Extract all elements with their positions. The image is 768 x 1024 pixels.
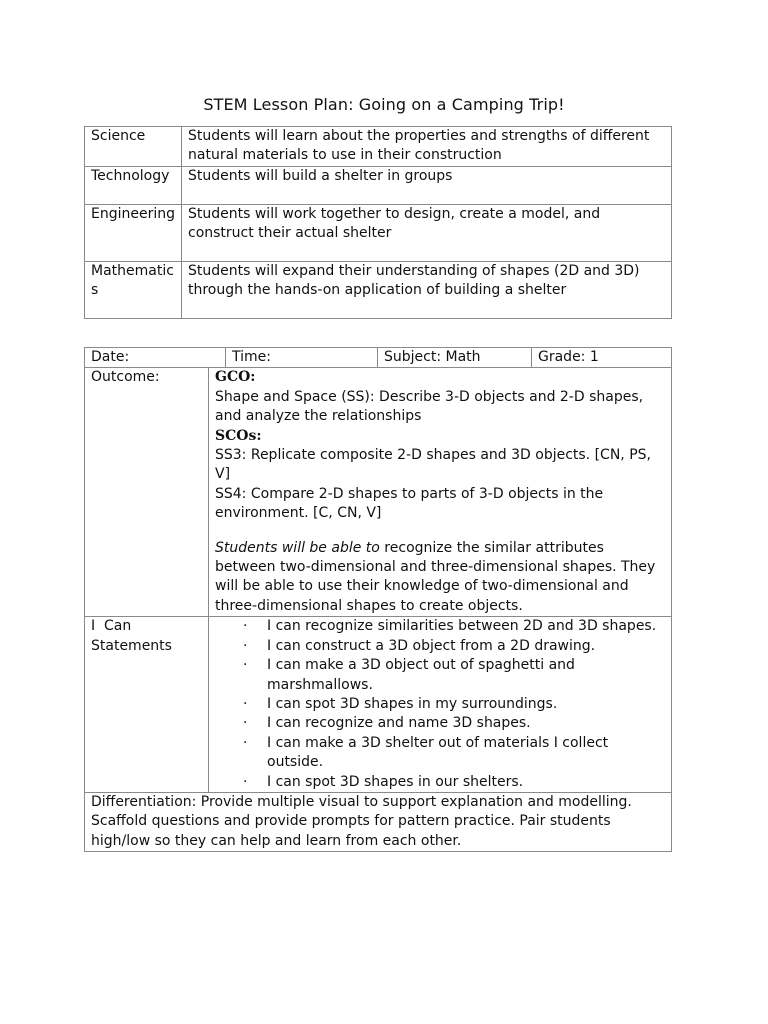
stem-label: Mathematics	[85, 261, 182, 318]
stem-label: Science	[85, 127, 182, 167]
ican-content	[209, 617, 672, 793]
ican-label-line: I Can	[91, 618, 132, 635]
stem-text: Students will build a shelter in groups	[182, 166, 672, 204]
students-italic: Students will be able to	[215, 539, 380, 556]
lesson-plan-table	[84, 347, 672, 852]
stem-label: Technology	[85, 166, 182, 204]
students-rest: recognize the similar attributes between two-dimensional and three-dimensional shapes. They will be able to use their knowledge of two-dimensional and three-dimensional shapes to create objects.	[215, 539, 656, 614]
page-title: STEM Lesson Plan: Going on a Camping Trip!	[203, 95, 565, 114]
list-item: · I can recognize and name 3D shapes.	[237, 714, 665, 733]
outcome-row	[85, 368, 672, 617]
students-statement	[215, 539, 665, 617]
sco-item: SS4: Compare 2-D shapes to parts of 3-D objects in the environment. [C, CN, V]	[215, 485, 604, 522]
outcome-label: Outcome:	[85, 368, 209, 617]
ican-list	[215, 617, 665, 792]
list-item: · I can spot 3D shapes in my surroundings.	[237, 695, 665, 714]
list-item: · I can spot 3D shapes in our shelters.	[237, 773, 665, 792]
list-item: · I can make a 3D object out of spaghetti and marshmallows.	[237, 656, 665, 695]
stem-row-science	[85, 127, 672, 167]
grade-cell: Grade: 1	[532, 348, 672, 368]
ican-label-line: Statements	[91, 637, 172, 654]
stem-text: Students will learn about the properties and strengths of different natural materials to use in their construction	[182, 127, 672, 167]
gco-heading: GCO:	[215, 369, 256, 386]
stem-text: Students will expand their understanding of shapes (2D and 3D) through the hands-on application of building a shelter	[182, 261, 672, 318]
sco-item: SS3: Replicate composite 2-D shapes and 3D objects. [CN, PS, V]	[215, 447, 651, 483]
ican-label	[85, 617, 209, 793]
outcome-content	[209, 368, 672, 617]
sco-heading: SCOs:	[215, 427, 262, 444]
stem-table	[84, 126, 672, 319]
stem-label: Engineering	[85, 204, 182, 261]
subject-cell: Subject: Math	[378, 348, 532, 368]
time-cell: Time:	[226, 348, 378, 368]
list-item: · I can recognize similarities between 2D and 3D shapes.	[237, 617, 665, 636]
stem-text: Students will work together to design, create a model, and construct their actual shelter	[182, 204, 672, 261]
list-item: · I can construct a 3D object from a 2D drawing.	[237, 637, 665, 656]
date-cell: Date:	[85, 348, 226, 368]
ican-row	[85, 617, 672, 793]
stem-row-mathematics	[85, 261, 672, 318]
plan-header-row	[85, 348, 672, 368]
list-item: · I can make a 3D shelter out of materials I collect outside.	[237, 734, 665, 773]
differentiation-text: Differentiation: Provide multiple visual to support explanation and modelling. Scaffold questions and provide prompts for pattern practice. Pair students high/low so they can help and learn from each other.	[85, 792, 672, 851]
gco-text: Shape and Space (SS): Describe 3-D objects and 2-D shapes, and analyze the relationships	[215, 388, 644, 425]
stem-row-technology	[85, 166, 672, 204]
differentiation-row	[85, 792, 672, 851]
stem-row-engineering	[85, 204, 672, 261]
